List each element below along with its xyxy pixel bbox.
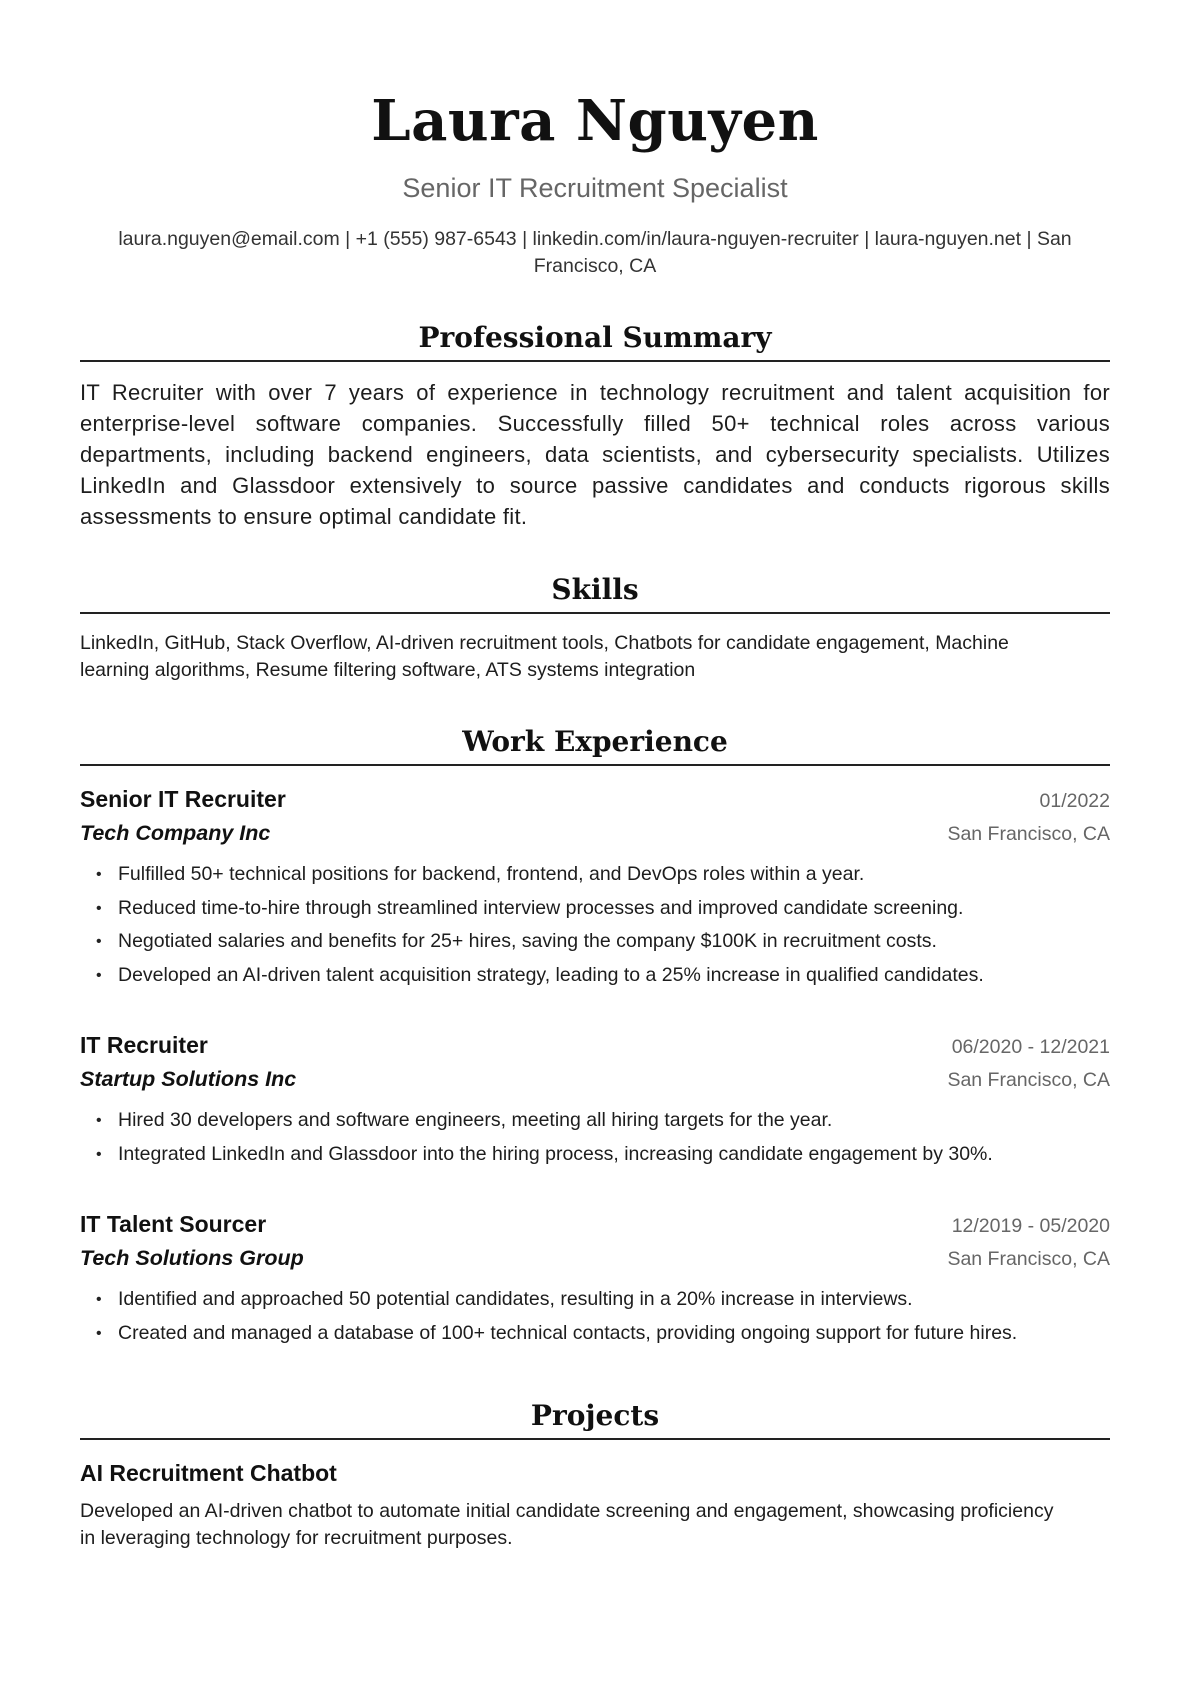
contact-line: laura.nguyen@email.com | +1 (555) 987-6543 | linkedin.com/in/laura-nguyen-recruiter | laura-nguyen.net | San bbox=[118, 228, 1072, 250]
job-entry bbox=[80, 1207, 1110, 1350]
job-location: San Francisco, CA bbox=[947, 1248, 1110, 1270]
section-heading: Skills bbox=[551, 573, 639, 606]
summary-text: IT Recruiter with over 7 years of experience in technology recruitment and talent acquisition for enterprise-level software companies. Successfully filled 50+ technical roles across various departments, including backend engineers, data scientists, and cybersecurity specialists. Utilizes LinkedIn and Glassdoor extensively to source passive candidates and conducts rigorous skills assessments to ensure optimal candidate fit. bbox=[80, 380, 1110, 529]
skills-section bbox=[80, 572, 1110, 684]
contact-info bbox=[80, 226, 1110, 280]
job-title: IT Recruiter bbox=[80, 1032, 208, 1058]
project-description-line: in leveraging technology for recruitment purposes. bbox=[80, 1527, 513, 1549]
skills-line: learning algorithms, Resume filtering software, ATS systems integration bbox=[80, 659, 696, 681]
section-heading: Work Experience bbox=[462, 725, 728, 758]
section-divider bbox=[80, 1438, 1110, 1440]
company-name: Tech Company Inc bbox=[80, 821, 271, 845]
bullet-item: • Integrated LinkedIn and Glassdoor into the hiring process, increasing candidate engagement by 30%. bbox=[96, 1138, 1110, 1172]
bullet-item: • Fulfilled 50+ technical positions for backend, frontend, and DevOps roles within a year. bbox=[96, 858, 1110, 892]
job-location: San Francisco, CA bbox=[947, 1069, 1110, 1091]
job-dates: 12/2019 - 05/2020 bbox=[951, 1215, 1110, 1237]
section-divider bbox=[80, 360, 1110, 362]
contact-line: Francisco, CA bbox=[533, 255, 657, 277]
skills-list bbox=[80, 630, 1110, 684]
job-dates: 06/2020 - 12/2021 bbox=[951, 1036, 1110, 1058]
bullet-item: • Created and managed a database of 100+ technical contacts, providing ongoing support for future hires. bbox=[96, 1317, 1110, 1351]
project-title: AI Recruitment Chatbot bbox=[80, 1460, 337, 1486]
job-entry bbox=[80, 782, 1110, 992]
bullet-item: • Developed an AI-driven talent acquisition strategy, leading to a 25% increase in qualified candidates. bbox=[96, 959, 1110, 993]
bullet-item: • Identified and approached 50 potential candidates, resulting in a 20% increase in interviews. bbox=[96, 1283, 1110, 1317]
section-heading: Projects bbox=[530, 1399, 660, 1432]
project-description bbox=[80, 1498, 1110, 1552]
bullet-item: • Negotiated salaries and benefits for 25+ hires, saving the company $100K in recruitment costs. bbox=[96, 925, 1110, 959]
projects-section bbox=[80, 1398, 1110, 1552]
job-bullets bbox=[80, 858, 1110, 992]
job-bullets bbox=[80, 1283, 1110, 1350]
bullet-item: • Reduced time-to-hire through streamlined interview processes and improved candidate screening. bbox=[96, 892, 1110, 926]
summary-section bbox=[80, 320, 1110, 532]
job-entry bbox=[80, 1028, 1110, 1171]
candidate-title: Senior IT Recruitment Specialist bbox=[402, 173, 788, 203]
section-divider bbox=[80, 764, 1110, 766]
job-title: Senior IT Recruiter bbox=[80, 786, 286, 812]
company-name: Startup Solutions Inc bbox=[80, 1067, 297, 1091]
project-description-line: Developed an AI-driven chatbot to automate initial candidate screening and engagement, showcasing proficiency bbox=[80, 1500, 1054, 1522]
job-title: IT Talent Sourcer bbox=[80, 1211, 267, 1237]
resume-page bbox=[0, 88, 1190, 1683]
skills-line: LinkedIn, GitHub, Stack Overflow, AI-driven recruitment tools, Chatbots for candidate engagement, Machine bbox=[80, 632, 1009, 654]
candidate-name: Laura Nguyen bbox=[371, 88, 819, 154]
section-divider bbox=[80, 612, 1110, 614]
bullet-item: • Hired 30 developers and software engineers, meeting all hiring targets for the year. bbox=[96, 1104, 1110, 1138]
experience-section bbox=[80, 724, 1110, 1350]
job-dates: 01/2022 bbox=[1039, 790, 1110, 812]
job-location: San Francisco, CA bbox=[947, 823, 1110, 845]
company-name: Tech Solutions Group bbox=[80, 1246, 304, 1270]
section-heading: Professional Summary bbox=[418, 321, 772, 354]
job-bullets bbox=[80, 1104, 1110, 1171]
project-entry bbox=[80, 1456, 1110, 1552]
